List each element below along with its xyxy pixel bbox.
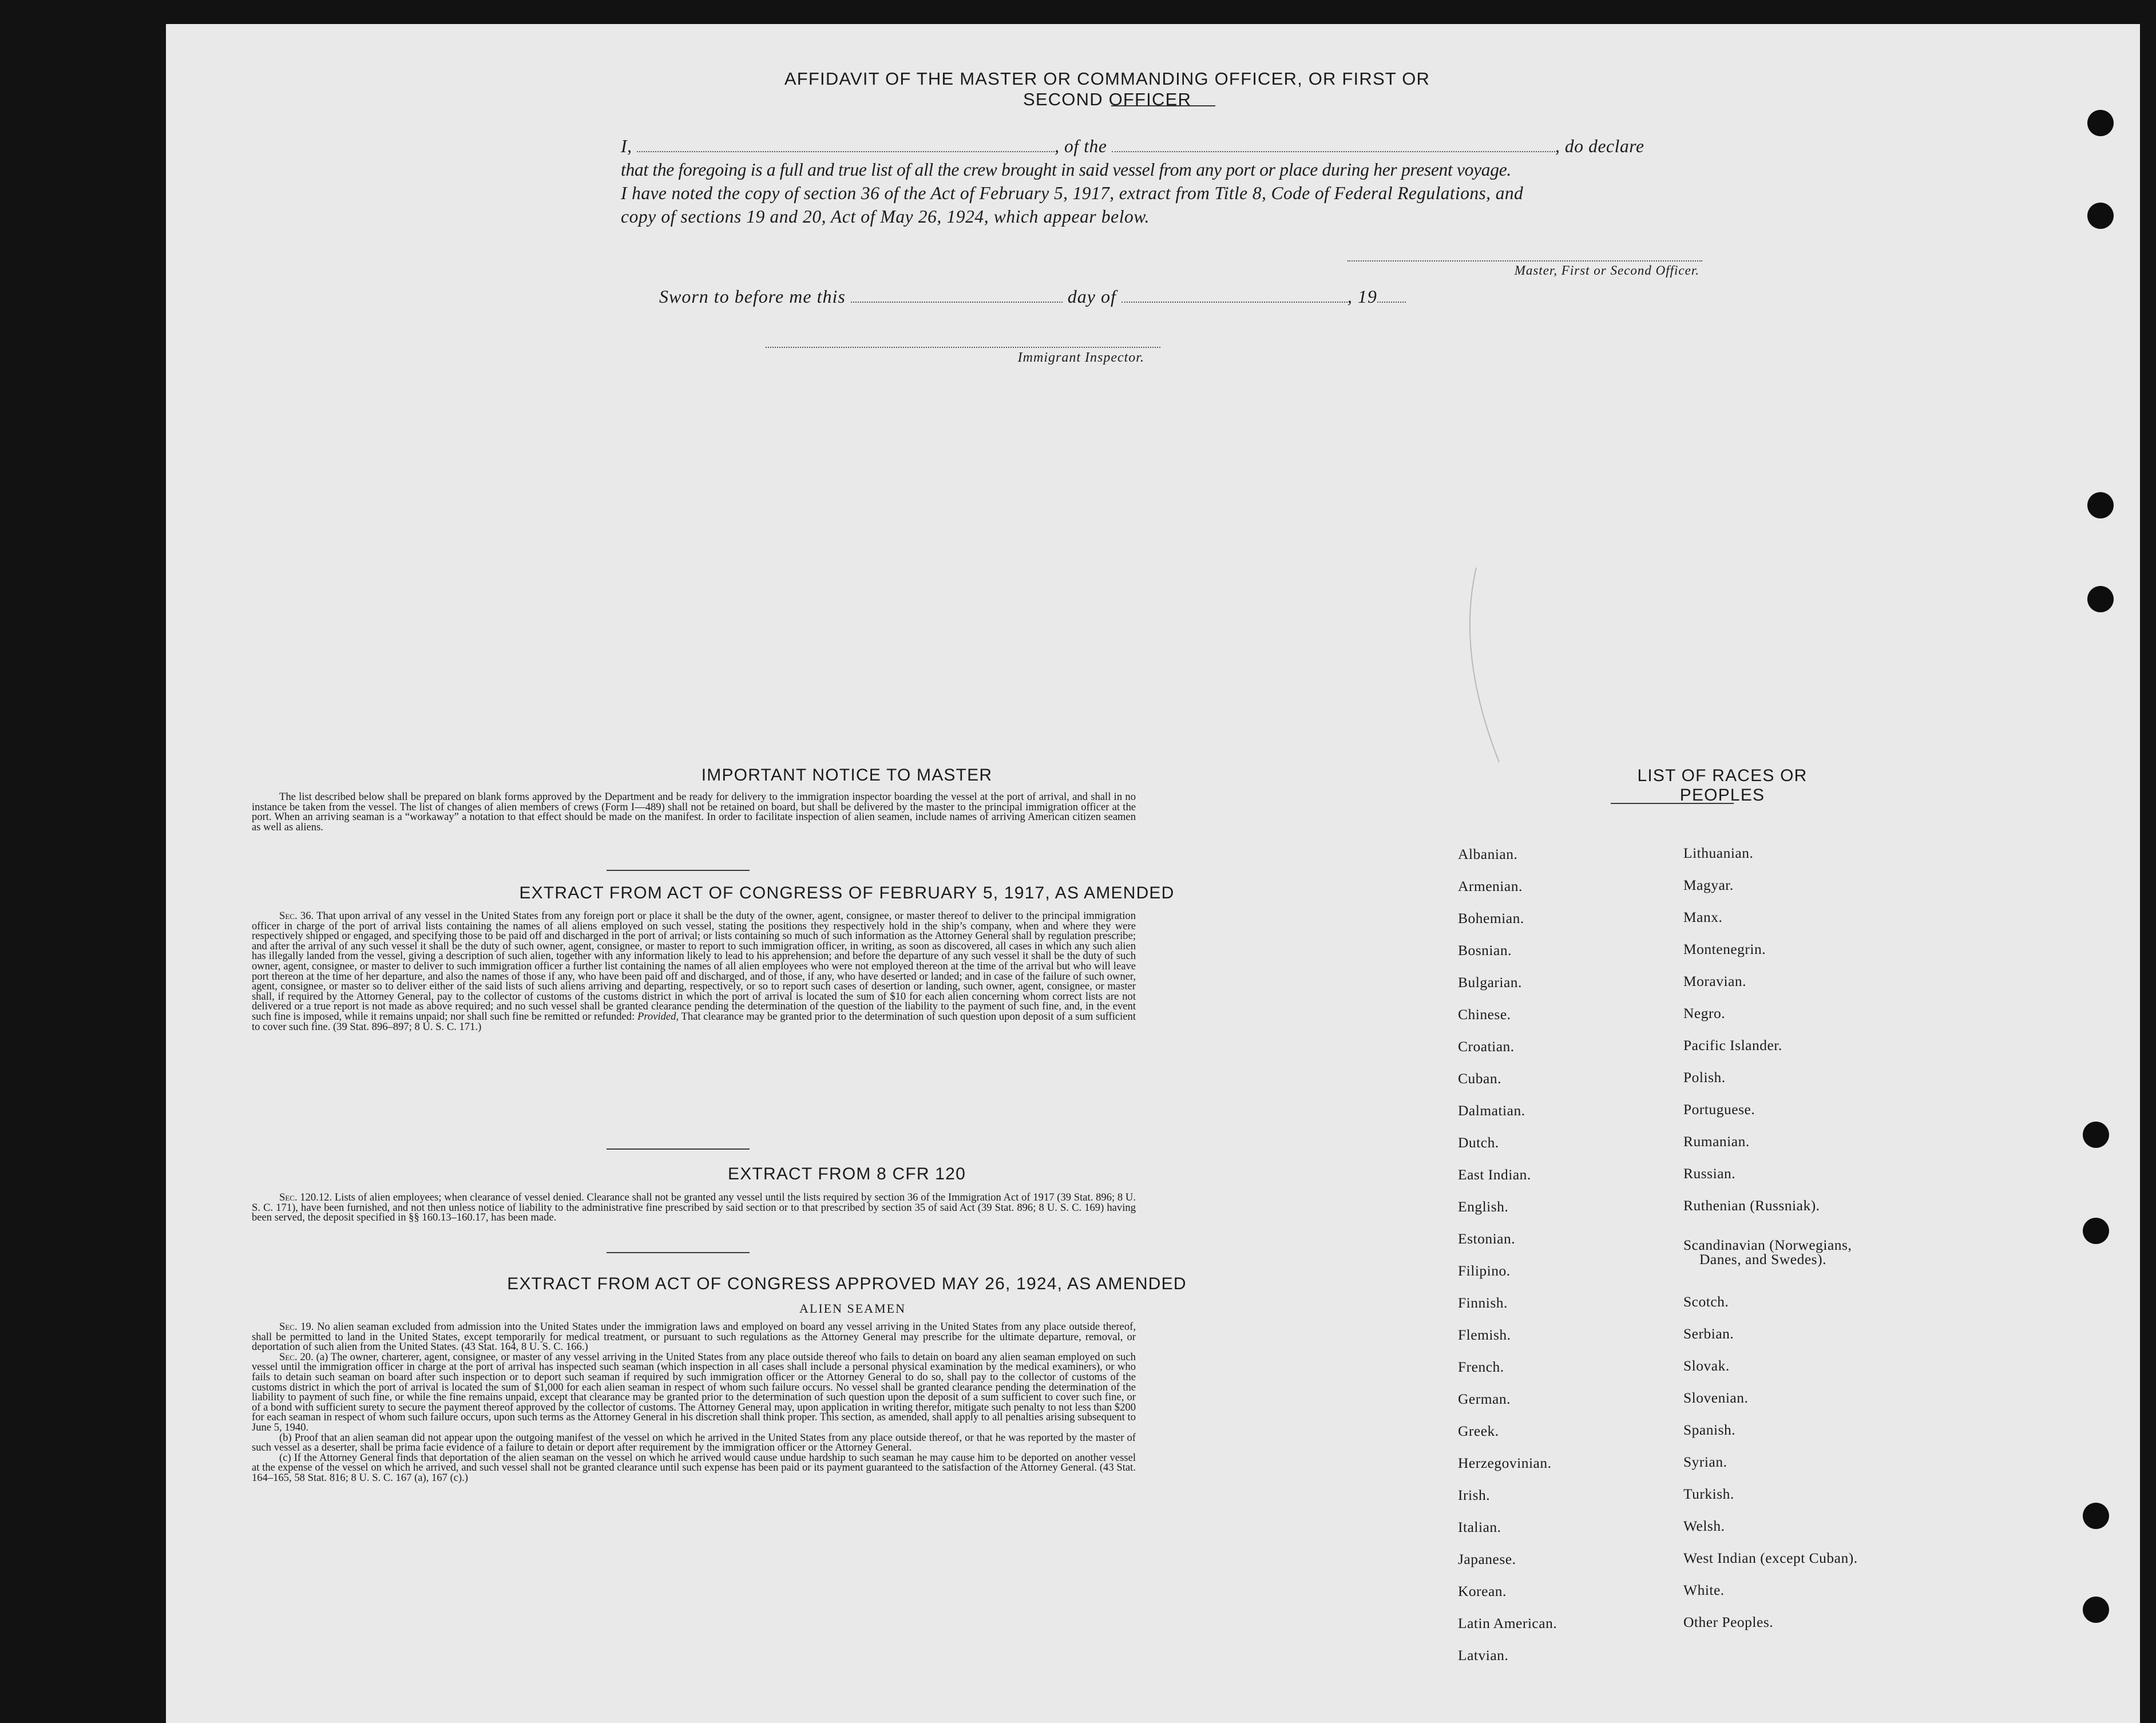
affidavit-line-2: that the foregoing is a full and true list of all the crew brought in said vessel from any port or place during her present voyage. [621, 160, 1511, 180]
extract-cfr-text [252, 1193, 1136, 1223]
day-blank [851, 288, 1063, 303]
race-item: Slovak. [1683, 1357, 1730, 1374]
race-item: Cuban. [1458, 1070, 1501, 1087]
race-item: East Indian. [1458, 1166, 1531, 1183]
punch-hole [2087, 110, 2114, 136]
race-item: Moravian. [1683, 973, 1747, 989]
races-title: LIST OF RACES OR PEOPLES [1637, 766, 1808, 805]
race-item: Bulgarian. [1458, 974, 1522, 991]
race-item: Italian. [1458, 1519, 1501, 1535]
punch-hole [2083, 1503, 2109, 1529]
race-item: English. [1458, 1198, 1509, 1215]
race-item: West Indian (except Cuban). [1683, 1550, 1858, 1566]
document-page [166, 24, 2140, 1723]
section-20b: (b) Proof that an alien seaman did not appear upon the outgoing manifest of the vessel on which he arrived in the United States from any place outside thereof, or that he was reported by the master of such vessel as a deserter, shall be prima facie evidence of a failure to detain or deport after requirement by the immigration officer or the Attorney General. [252, 1431, 1136, 1454]
year-blank [1377, 288, 1406, 303]
extract-1924-text [252, 1322, 1136, 1483]
notice-title: IMPORTANT NOTICE TO MASTER [701, 766, 993, 785]
race-item: Herzegovinian. [1458, 1455, 1552, 1471]
race-item: Magyar. [1683, 877, 1734, 893]
divider [607, 870, 750, 871]
punch-hole [2087, 492, 2114, 518]
section-20c: (c) If the Attorney General finds that deportation of the alien seaman on the vessel on which he arrived would cause undue hardship to such seaman he may cause him to be deported on another vessel at the expense of the vessel on which he arrived, and such vessel shall not be granted clearance until such expense has been paid or its payment guaranteed to the satisfaction of the Attorney General. (43 Stat. 164–165, 58 Stat. 816; 8 U. S. C. 167 (a), 167 (c).) [252, 1451, 1136, 1484]
race-item: Danes, and Swedes). [1699, 1251, 1826, 1268]
section-text: (a) The owner, charterer, agent, consignee, or master of any vessel arriving in the United States from any place outside thereof who fails to detain on board any alien seaman employed on such vessel until the immigration officer in charge at the port of arrival has inspected such seaman (which inspection in all cases shall include a personal physical examination by the medical examiners), or who fails to detain such seaman on board after such inspection or to deport such seaman if required by such immigration officer or the Attorney General to do so, shall pay to the collector of customs of the customs district in which the port of arrival is located the sum of $1,000 for each alien seaman in respect of whom such failure occurs. No vessel shall be granted clearance pending the determination of the liability to payment of such fine, or while the fine remains unpaid, except that clearance may be granted prior to the determination of such question upon the deposit of a sum sufficient to cover such fine, or of a bond with sufficient surety to secure the payment thereof approved by the collector of customs. The Attorney General may, upon application in writing therefor, mitigate such penalty to not less than $200 for each seaman in respect of whom such failure occurs, upon such terms as the Attorney General in his discretion shall think proper. This section, as amended, shall apply to all penalties arising subsequent to June 5, 1940. [252, 1350, 1136, 1433]
sworn-statement [659, 286, 1406, 307]
race-item: Japanese. [1458, 1551, 1516, 1567]
affidavit-line-1 [621, 134, 1711, 158]
section-label: Sec. 19. [279, 1321, 314, 1333]
race-item: Serbian. [1683, 1325, 1734, 1342]
race-item: Syrian. [1683, 1453, 1727, 1470]
race-item: German. [1458, 1391, 1511, 1407]
master-signature-line [1348, 260, 1702, 262]
notice-text: The list described below shall be prepared on blank forms approved by the Department and be ready for delivery to the immigration inspector boarding the vessel at the port of arrival, and shall in no instance be taken from the vessel. The list of changes of alien members of crews (Form I—489) shall not be retained on board, but shall be delivered by the master to the principal immigration officer at the port. When an arriving seaman is a “workaway” a notation to that effect should be made on the manifest. In order to facilitate inspection of alien seamen, include names of arriving American citizen seamen as well as aliens. [252, 791, 1136, 833]
affidavit-line-3: I have noted the copy of section 36 of the Act of February 5, 1917, extract from Title 8, Code of Federal Regulations, and [621, 183, 1524, 203]
race-item: Montenegrin. [1683, 941, 1766, 957]
race-item: Korean. [1458, 1583, 1507, 1599]
race-item: Turkish. [1683, 1486, 1734, 1502]
pencil-mark [1459, 562, 1505, 768]
race-item: Welsh. [1683, 1518, 1725, 1534]
section-label: Sec. 120.12. [279, 1191, 332, 1203]
name-blank [637, 137, 1055, 152]
race-item: Filipino. [1458, 1262, 1511, 1279]
race-item: Bohemian. [1458, 910, 1524, 926]
affidavit-title: AFFIDAVIT OF THE MASTER OR COMMANDING OFFICER, OR FIRST OR SECOND OFFICER [784, 69, 1430, 109]
divider [607, 1148, 750, 1150]
month-blank [1121, 288, 1348, 303]
section-19 [252, 1322, 1136, 1352]
affidavit-text: I, [621, 136, 632, 156]
section-label: Sec. 20. [279, 1350, 314, 1363]
inspector-signature-label: Immigrant Inspector. [1017, 350, 1144, 365]
race-item: French. [1458, 1358, 1504, 1375]
race-item: Estonian. [1458, 1230, 1516, 1247]
race-item: Dutch. [1458, 1134, 1499, 1151]
affidavit-line-4: copy of sections 19 and 20, Act of May 26, 1924, which appear below. [621, 207, 1150, 227]
section-text: That upon arrival of any vessel in the United States from any foreign port or place it shall be the duty of the owner, agent, consignee, or master thereof to deliver to the principal immigration officer in charge of the port of arrival lists containing the names of all aliens employed on such vessel, stating the positions they respectively hold in the ship’s company, when and where they were respectively shipped or engaged, and specifying those to be paid off and discharged in the port of arrival; or lists containing so much of such information as the Attorney General shall by regulation prescribe; and after the arrival of any such vessel it shall be the duty of such owner, agent, consignee, or master to report to such immigration officer, in writing, as soon as discovered, all cases in which any such alien has illegally landed from the vessel, giving a description of such alien, together with any information likely to lead to his apprehension; and before the departure of any such vessel it shall be the duty of such owner, agent, consignee, or master to deliver to such immigration officer a further list containing the names of all alien employees who were not employed thereon at the time of the arrival but who will leave port thereon at the time of her departure, and also the names of those if any, who have been paid off and discharged, and of those, if any, who have deserted or landed; and in case of the failure of such owner, agent, consignee, or master so to deliver either of the said lists of such aliens arriving and departing, respectively, or so to report such cases of desertion or landing, such owner, agent, consignee, or master shall, if required by the Attorney General, pay to the collector of customs of the customs district in which the port of arrival is located the sum of $10 for each alien concerning whom correct lists are not delivered or a true report is not made as above required; and no such vessel shall be granted clearance pending the determination of the question of the liability to the payment of such fine, and, in the event such fine is imposed, while it remains unpaid; nor shall such fine be remitted or refunded: [252, 910, 1136, 1023]
race-item: Negro. [1683, 1005, 1726, 1021]
race-item: Greek. [1458, 1423, 1499, 1439]
race-item: Irish. [1458, 1487, 1491, 1503]
punch-hole [2087, 586, 2114, 612]
race-item: Spanish. [1683, 1421, 1736, 1438]
race-item: Croatian. [1458, 1038, 1515, 1055]
race-item: Bosnian. [1458, 942, 1512, 958]
race-item: Flemish. [1458, 1326, 1511, 1343]
sworn-text: Sworn to before me this [659, 286, 846, 307]
race-item: White. [1683, 1582, 1725, 1598]
race-item: Chinese. [1458, 1006, 1511, 1023]
race-item: Latvian. [1458, 1647, 1509, 1663]
affidavit-text: , do declare [1555, 136, 1644, 156]
divider [607, 1252, 750, 1253]
race-item: Dalmatian. [1458, 1102, 1525, 1119]
race-item: Scotch. [1683, 1293, 1729, 1310]
extract-1917-title: EXTRACT FROM ACT OF CONGRESS OF FEBRUARY 5, 1917, AS AMENDED [519, 884, 1175, 902]
race-item: Other Peoples. [1683, 1614, 1774, 1630]
affidavit-text: , of the [1055, 136, 1107, 156]
race-item: Lithuanian. [1683, 845, 1754, 861]
punch-hole [2083, 1597, 2109, 1623]
vessel-blank [1112, 137, 1555, 152]
alien-seamen-heading: ALIEN SEAMEN [799, 1301, 906, 1316]
extract-1917-text [252, 911, 1136, 1032]
section-text: That clearance may be granted prior to the determination of such question upon deposit of a sum sufficient to cover such fine. (39 Stat. 896–897; 8 U. S. C. 171.) [252, 1010, 1136, 1033]
extract-1924-title: EXTRACT FROM ACT OF CONGRESS APPROVED MAY 26, 1924, AS AMENDED [507, 1274, 1187, 1293]
section-label: Sec. 36. [279, 910, 314, 922]
race-item: Finnish. [1458, 1294, 1508, 1311]
divider [1111, 105, 1215, 106]
sworn-text: , 19 [1347, 286, 1377, 307]
proviso-text: Provided, [637, 1010, 679, 1023]
punch-hole [2083, 1122, 2109, 1148]
race-item: Portuguese. [1683, 1101, 1755, 1118]
race-item: Rumanian. [1683, 1133, 1750, 1150]
master-signature-label: Master, First or Second Officer. [1514, 263, 1699, 278]
punch-hole [2087, 203, 2114, 229]
race-item: Latin American. [1458, 1615, 1557, 1631]
section-20a [252, 1352, 1136, 1433]
race-item: Polish. [1683, 1069, 1726, 1086]
sworn-text: day of [1067, 286, 1116, 307]
race-item: Scandinavian (Norwegians, [1683, 1237, 1852, 1253]
race-item: Manx. [1683, 909, 1723, 925]
inspector-signature-line [766, 347, 1160, 348]
race-item: Ruthenian (Russniak). [1683, 1197, 1820, 1214]
race-item: Russian. [1683, 1165, 1736, 1182]
divider [1611, 803, 1734, 804]
race-item: Pacific Islander. [1683, 1037, 1782, 1053]
race-item: Armenian. [1458, 878, 1523, 894]
section-text: No alien seaman excluded from admission into the United States under the immigration laws and employed on board any vessel arriving in the United States from any place outside thereof, shall be permitted to land in the United States, except temporarily for medical treatment, or pursuant to such regulations as the Attorney General may prescribe for the ultimate departure, removal, or deportation of such alien from the United States. (43 Stat. 164, 8 U. S. C. 166.) [252, 1321, 1136, 1353]
extract-cfr-title: EXTRACT FROM 8 CFR 120 [728, 1164, 966, 1183]
race-item: Slovenian. [1683, 1389, 1749, 1406]
race-item: Albanian. [1458, 846, 1518, 862]
punch-hole [2083, 1218, 2109, 1244]
affidavit-statement [621, 134, 1711, 228]
section-text: Lists of alien employees; when clearance of vessel denied. Clearance shall not be granted any vessel until the lists required by section 36 of the Immigration Act of 1917 (39 Stat. 896; 8 U. S. C. 171), have been furnished, and not then unless notice of liability to the administrative fine prescribed by said section or to that prescribed by section 35 of said Act (39 Stat. 896; 8 U. S. C. 169) having been served, the deposit specified in §§ 160.13–160.17, has been made. [252, 1191, 1136, 1224]
